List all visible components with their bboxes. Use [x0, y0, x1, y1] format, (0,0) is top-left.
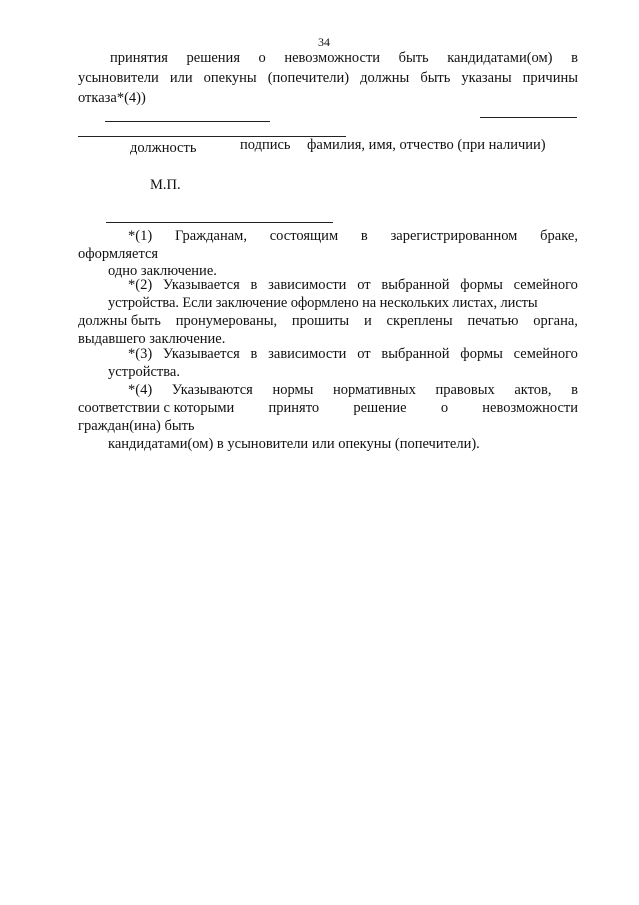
word: Указывается — [162, 277, 240, 293]
word: *(2) — [128, 277, 153, 293]
word: формы — [460, 346, 503, 362]
signature-line-position — [105, 121, 270, 122]
footnote-1-line-1 — [128, 228, 578, 245]
footnote-2-line-1 — [128, 277, 578, 294]
footnote-3-line-1 — [128, 346, 578, 363]
word: печатью — [467, 313, 519, 329]
word: зависимости — [268, 346, 347, 362]
footnote-separator — [106, 222, 333, 223]
footnote-4-line-1 — [128, 382, 578, 399]
word: выбранной — [381, 277, 450, 293]
intro-line-2 — [78, 70, 578, 87]
word: или — [169, 70, 193, 86]
word: прошиты — [291, 313, 350, 329]
word: Указываются — [171, 382, 253, 398]
word: принятия — [110, 50, 168, 66]
position-label: должность — [130, 140, 197, 156]
intro-line-3: отказа*(4)) — [78, 90, 146, 106]
word: скреплены — [386, 313, 453, 329]
word: невозможности — [482, 400, 578, 416]
word: соответствии с которыми — [78, 400, 235, 416]
footnote-4-line-2 — [78, 400, 578, 417]
word: быть — [398, 50, 429, 66]
word: должны быть — [78, 313, 161, 329]
word: быть — [420, 70, 451, 86]
word: органа, — [533, 313, 578, 329]
word: опекуны — [203, 70, 257, 86]
word: причины — [522, 70, 578, 86]
word: должны — [360, 70, 410, 86]
word: (попечители) — [267, 70, 350, 86]
word: кандидатами(ом) — [447, 50, 553, 66]
word: и — [363, 313, 372, 329]
word: состоящим — [269, 228, 339, 244]
word: Указывается — [162, 346, 240, 362]
word: невозможности — [284, 50, 381, 66]
word: в — [250, 346, 258, 362]
word: в — [571, 382, 578, 398]
word: от — [357, 346, 371, 362]
word: в — [250, 277, 258, 293]
word: в — [360, 228, 368, 244]
word: нормы — [272, 382, 314, 398]
name-label: фамилия, имя, отчество (при наличии) — [307, 137, 546, 153]
page-number: 34 — [318, 35, 330, 49]
word: выбранной — [381, 346, 450, 362]
word: о — [258, 50, 266, 66]
word: *(1) — [128, 228, 153, 244]
signature-line-name — [480, 117, 577, 118]
word: усыновители — [78, 70, 159, 86]
word: семейного — [513, 346, 578, 362]
word: указаны — [461, 70, 512, 86]
signature-label: подпись — [240, 137, 291, 153]
word: семейного — [513, 277, 578, 293]
footnote-4-line-3: граждан(ина) быть — [78, 418, 195, 434]
word: принято — [268, 400, 320, 416]
word: решения — [186, 50, 240, 66]
footnote-2-line-3 — [78, 313, 578, 330]
word: о — [440, 400, 449, 416]
word: *(4) — [128, 382, 153, 398]
word: зависимости — [268, 277, 347, 293]
word: формы — [460, 277, 503, 293]
word: правовых — [435, 382, 495, 398]
word: от — [357, 277, 371, 293]
footnote-2-line-4: выдавшего заключение. — [78, 331, 226, 347]
footnote-1-line-2: оформляется — [78, 246, 159, 262]
word: *(3) — [128, 346, 153, 362]
word: Гражданам, — [174, 228, 247, 244]
stamp-label: М.П. — [150, 177, 181, 193]
word: зарегистрированном — [390, 228, 518, 244]
footnote-1-line-3: одно заключение. — [108, 263, 217, 279]
intro-line-1 — [110, 50, 578, 67]
word: в — [571, 50, 578, 66]
footnote-3-line-2: устройства. — [108, 364, 180, 380]
word: пронумерованы, — [175, 313, 278, 329]
signature-line-long — [78, 136, 346, 137]
footnote-4-line-4: кандидатами(ом) в усыновители или опекуны (попечители). — [108, 436, 480, 452]
word: решение — [353, 400, 407, 416]
word: нормативных — [333, 382, 416, 398]
word: браке, — [540, 228, 578, 244]
word: актов, — [514, 382, 552, 398]
footnote-2-line-2: устройства. Если заключение оформлено на нескольких листах, листы — [108, 295, 538, 311]
